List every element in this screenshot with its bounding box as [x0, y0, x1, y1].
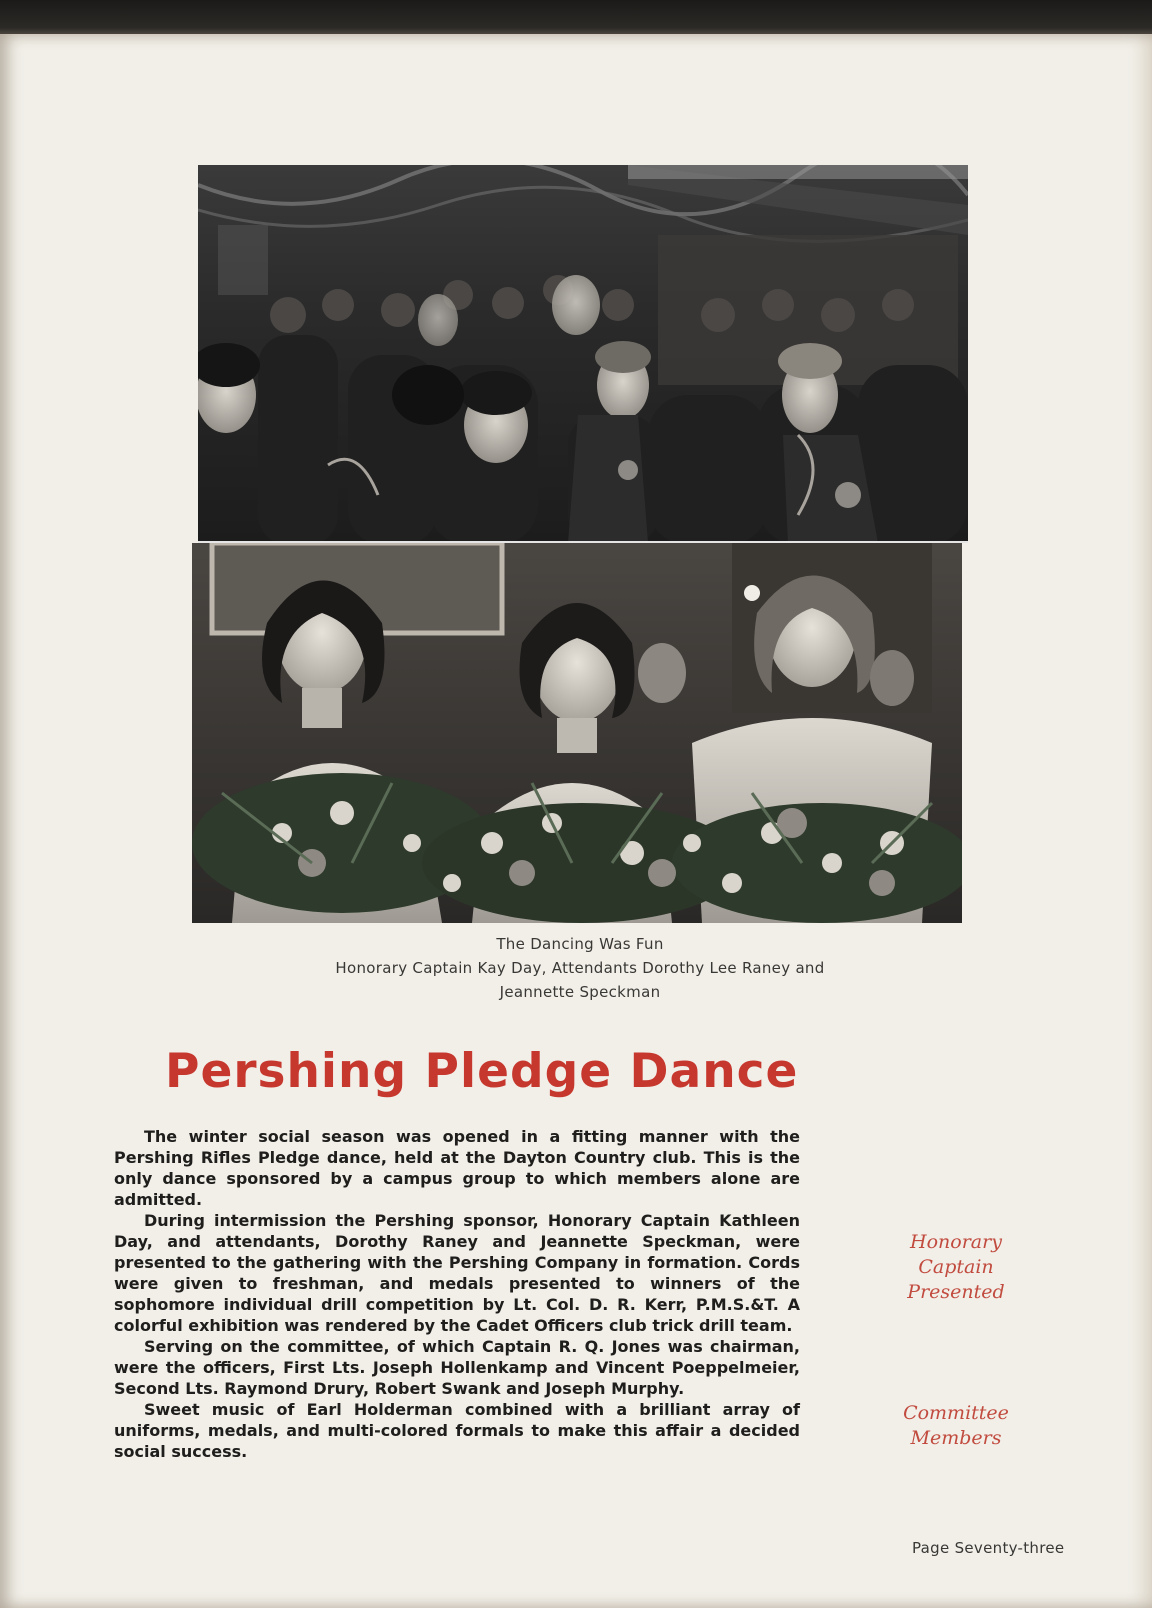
sidenote-line: Members [910, 1427, 1002, 1449]
article-paragraph: The winter social season was opened in a fitting manner with the Pershing Rifles Pledge dance, held at the Dayton Country club. This is the only dance sponsored by a campus group to which members alone are admitted. [114, 1127, 800, 1209]
article-title: Pershing Pledge Dance [165, 1044, 799, 1099]
article-paragraph: Sweet music of Earl Holderman combined with a brilliant array of uniforms, medals, and multi-colored formals to make this affair a decided social success. [114, 1400, 800, 1461]
page-number: Page Seventy-three [912, 1539, 1065, 1557]
dance-floor-photo [198, 165, 968, 543]
yearbook-page [0, 34, 1152, 1608]
sidenote-line: Presented [907, 1281, 1005, 1303]
caption-line-2: Honorary Captain Kay Day, Attendants Dorothy Lee Raney and [335, 959, 825, 977]
sponsor-image [192, 543, 962, 923]
sidenote-line: Honorary [910, 1231, 1002, 1253]
sidenote-line: Captain [918, 1256, 994, 1278]
article-paragraph: Serving on the committee, of which Captain R. Q. Jones was chairman, were the officers, First Lts. Joseph Hollenkamp and Vincent Poeppelmeier, Second Lts. Raymond Drury, Robert Swank and Joseph Murphy. [114, 1337, 800, 1398]
caption-line-3: Jeannette Speckman [499, 983, 661, 1001]
photo-caption [250, 932, 910, 1004]
article-body [114, 1126, 800, 1462]
caption-line-1: The Dancing Was Fun [496, 935, 664, 953]
sidenote-committee-members [876, 1401, 1036, 1451]
dance-floor-image [198, 165, 968, 543]
article-paragraph: During intermission the Pershing sponsor, Honorary Captain Kathleen Day, and attendants, Dorothy Raney and Jeannette Speckman, were presented to the gathering with the Pershing Company in formation. Cords were given to freshman, and medals presented to winners of the sophomore individual drill competition by Lt. Col. D. R. Kerr, P.M.S.&T. A colorful exhibition was rendered by the Cadet Officers club trick drill team. [114, 1211, 800, 1335]
sidenote-line: Committee [903, 1402, 1009, 1424]
sponsor-photo [192, 543, 962, 923]
sidenote-honorary-captain [876, 1230, 1036, 1305]
